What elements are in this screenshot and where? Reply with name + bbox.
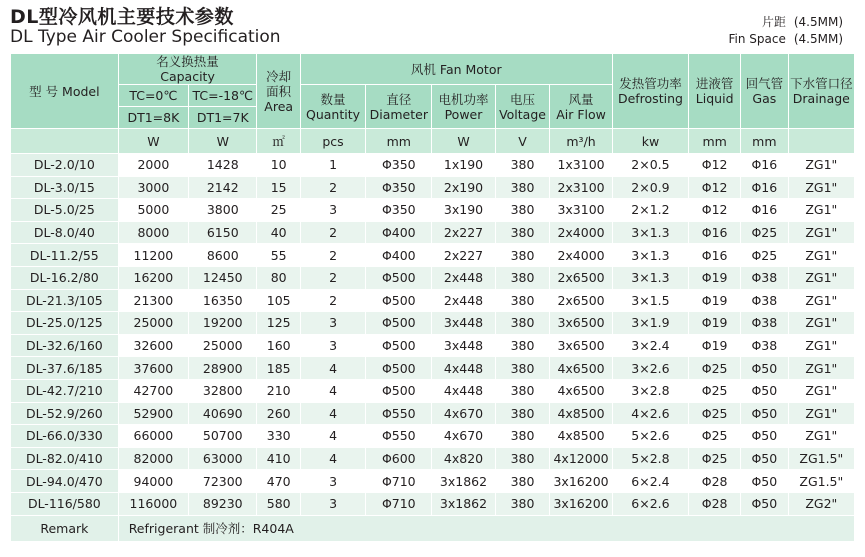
- table-cell: 3: [300, 334, 365, 357]
- table-cell: 6150: [189, 221, 257, 244]
- table-cell: 2000: [118, 154, 188, 177]
- table-cell: 3×1.9: [612, 312, 689, 335]
- model-cell: DL-32.6/160: [11, 334, 119, 357]
- table-cell: 4x6500: [550, 357, 612, 380]
- header-tc18: TC=-18℃: [189, 85, 257, 107]
- table-cell: 10: [257, 154, 300, 177]
- table-cell: 3x6500: [550, 312, 612, 335]
- table-cell: 25: [257, 199, 300, 222]
- table-cell: Φ500: [366, 379, 432, 402]
- table-cell: 28900: [189, 357, 257, 380]
- table-cell: 50700: [189, 425, 257, 448]
- table-cell: 3×2.4: [612, 334, 689, 357]
- table-cell: Φ350: [366, 199, 432, 222]
- header-capacity-en: Capacity: [160, 69, 215, 84]
- table-cell: 66000: [118, 425, 188, 448]
- header-area: [257, 54, 300, 129]
- table-cell: 3x448: [432, 312, 495, 335]
- unit-cell-model: [11, 129, 119, 154]
- table-cell: ZG1": [788, 379, 854, 402]
- header-fan-motor: 风机 Fan Motor: [300, 54, 612, 85]
- table-cell: 260: [257, 402, 300, 425]
- title-chinese: DL型冷风机主要技术参数: [10, 6, 234, 28]
- table-cell: Φ25: [689, 402, 741, 425]
- table-cell: ZG1": [788, 312, 854, 335]
- header-power-cn: 电机功率: [438, 91, 489, 107]
- table-cell: Φ16: [689, 244, 741, 267]
- units-row: [11, 129, 855, 154]
- table-cell: 25000: [189, 334, 257, 357]
- remark-text: Refrigerant 制冷剂：R404A: [118, 515, 854, 541]
- fin-space-cn-value: (4.5MM): [793, 15, 843, 29]
- table-cell: 380: [495, 447, 550, 470]
- table-cell: 380: [495, 221, 550, 244]
- unit-cell: ㎡: [257, 129, 300, 154]
- table-cell: 4x670: [432, 425, 495, 448]
- table-cell: 380: [495, 492, 550, 515]
- header-gas-en: Gas: [752, 91, 777, 106]
- header-drain-en: Drainage: [792, 91, 850, 106]
- table-cell: 3x1862: [432, 492, 495, 515]
- table-cell: 3x16200: [550, 470, 612, 493]
- table-cell: 2x6500: [550, 289, 612, 312]
- table-cell: ZG1": [788, 221, 854, 244]
- table-cell: 4: [300, 425, 365, 448]
- unit-cell: mm: [689, 129, 741, 154]
- table-cell: ZG1": [788, 357, 854, 380]
- table-row: [11, 379, 855, 402]
- table-cell: Φ19: [689, 312, 741, 335]
- table-cell: ZG1.5": [788, 447, 854, 470]
- table-cell: 1428: [189, 154, 257, 177]
- table-cell: 3×1.5: [612, 289, 689, 312]
- table-cell: Φ25: [689, 425, 741, 448]
- table-cell: 4x8500: [550, 402, 612, 425]
- table-cell: 42700: [118, 379, 188, 402]
- table-cell: 4x670: [432, 402, 495, 425]
- table-cell: Φ25: [689, 447, 741, 470]
- table-cell: 3x3100: [550, 199, 612, 222]
- header-quantity: [300, 85, 365, 129]
- table-cell: 2x4000: [550, 244, 612, 267]
- table-cell: Φ50: [741, 447, 789, 470]
- model-cell: DL-11.2/55: [11, 244, 119, 267]
- table-cell: Φ25: [741, 221, 789, 244]
- table-cell: Φ400: [366, 244, 432, 267]
- table-cell: Φ25: [689, 379, 741, 402]
- fin-space-en-value: (4.5MM): [793, 32, 843, 46]
- table-cell: Φ12: [689, 154, 741, 177]
- table-cell: 380: [495, 154, 550, 177]
- fin-space-cn-label: 片距: [761, 15, 786, 29]
- table-cell: Φ50: [741, 402, 789, 425]
- table-cell: 25000: [118, 312, 188, 335]
- model-cell: DL-66.0/330: [11, 425, 119, 448]
- unit-cell: W: [432, 129, 495, 154]
- table-cell: Φ28: [689, 492, 741, 515]
- table-cell: 89230: [189, 492, 257, 515]
- header-dia-cn: 直径: [386, 91, 412, 107]
- table-cell: Φ500: [366, 334, 432, 357]
- header-defrost-cn: 发热管功率: [619, 76, 682, 91]
- table-cell: 40: [257, 221, 300, 244]
- table-cell: 3×2.6: [612, 357, 689, 380]
- table-cell: 8600: [189, 244, 257, 267]
- table-cell: 40690: [189, 402, 257, 425]
- model-cell: DL-25.0/125: [11, 312, 119, 335]
- spec-table: [10, 53, 855, 542]
- table-row: [11, 492, 855, 515]
- table-cell: 105: [257, 289, 300, 312]
- table-cell: 2: [300, 266, 365, 289]
- table-cell: 21300: [118, 289, 188, 312]
- model-cell: DL-82.0/410: [11, 447, 119, 470]
- table-row: [11, 266, 855, 289]
- table-cell: Φ500: [366, 312, 432, 335]
- header-qty-en: Quantity: [306, 106, 361, 122]
- table-cell: 3×1.3: [612, 244, 689, 267]
- remark-row: [11, 515, 855, 541]
- table-cell: 3x190: [432, 199, 495, 222]
- table-cell: 3x6500: [550, 334, 612, 357]
- table-cell: Φ16: [741, 154, 789, 177]
- table-cell: 2: [300, 289, 365, 312]
- table-cell: Φ50: [741, 425, 789, 448]
- table-cell: 19200: [189, 312, 257, 335]
- table-cell: 4x820: [432, 447, 495, 470]
- header-air-flow: [550, 85, 612, 129]
- table-cell: Φ600: [366, 447, 432, 470]
- table-cell: ZG1": [788, 176, 854, 199]
- model-cell: DL-16.2/80: [11, 266, 119, 289]
- table-cell: 4×2.6: [612, 402, 689, 425]
- table-cell: 8000: [118, 221, 188, 244]
- table-cell: 5×2.8: [612, 447, 689, 470]
- table-cell: ZG1": [788, 334, 854, 357]
- table-cell: Φ500: [366, 289, 432, 312]
- table-cell: 55: [257, 244, 300, 267]
- table-cell: Φ38: [741, 334, 789, 357]
- header-defrosting: [612, 54, 689, 129]
- unit-cell: mm: [366, 129, 432, 154]
- table-cell: Φ25: [689, 357, 741, 380]
- table-cell: 4: [300, 357, 365, 380]
- table-cell: 2x4000: [550, 221, 612, 244]
- table-cell: ZG1": [788, 425, 854, 448]
- table-row: [11, 402, 855, 425]
- header-voltage: [495, 85, 550, 129]
- table-cell: 1: [300, 154, 365, 177]
- header-area-en: Area: [264, 98, 294, 114]
- unit-cell: W: [189, 129, 257, 154]
- table-cell: 52900: [118, 402, 188, 425]
- table-cell: 4x448: [432, 357, 495, 380]
- model-cell: DL-42.7/210: [11, 379, 119, 402]
- header-dt8: DT1=8K: [118, 107, 188, 129]
- table-cell: 1x190: [432, 154, 495, 177]
- table-cell: Φ400: [366, 221, 432, 244]
- table-cell: 16350: [189, 289, 257, 312]
- header-capacity-cn: 名义换热量: [156, 54, 219, 69]
- table-cell: 32800: [189, 379, 257, 402]
- fin-space-en-label: Fin Space: [728, 32, 786, 46]
- table-cell: ZG1": [788, 289, 854, 312]
- header-gas-cn: 回气管: [745, 76, 784, 91]
- table-cell: Φ50: [741, 492, 789, 515]
- header-liquid-en: Liquid: [695, 91, 734, 106]
- table-cell: 6×2.4: [612, 470, 689, 493]
- table-cell: 3000: [118, 176, 188, 199]
- table-cell: 2: [300, 221, 365, 244]
- model-cell: DL-3.0/15: [11, 176, 119, 199]
- table-cell: Φ550: [366, 425, 432, 448]
- unit-cell: m³/h: [550, 129, 612, 154]
- header-model: 型 号 Model: [11, 54, 119, 129]
- table-cell: 37600: [118, 357, 188, 380]
- table-cell: 3×1.3: [612, 221, 689, 244]
- table-cell: Φ19: [689, 334, 741, 357]
- header-drain-cn: 下水管口径: [790, 76, 853, 91]
- unit-cell: pcs: [300, 129, 365, 154]
- table-cell: 3x1862: [432, 470, 495, 493]
- table-cell: Φ500: [366, 266, 432, 289]
- table-cell: 380: [495, 402, 550, 425]
- table-cell: Φ500: [366, 357, 432, 380]
- unit-cell: W: [118, 129, 188, 154]
- table-cell: 380: [495, 425, 550, 448]
- table-cell: ZG1": [788, 244, 854, 267]
- header-qty-cn: 数量: [320, 91, 346, 107]
- table-cell: Φ550: [366, 402, 432, 425]
- table-cell: 4: [300, 379, 365, 402]
- table-cell: ZG1.5": [788, 470, 854, 493]
- table-cell: 2×0.9: [612, 176, 689, 199]
- table-cell: 3×1.3: [612, 266, 689, 289]
- table-cell: 380: [495, 176, 550, 199]
- table-row: [11, 312, 855, 335]
- model-cell: DL-94.0/470: [11, 470, 119, 493]
- table-cell: Φ50: [741, 357, 789, 380]
- header-power-en: Power: [444, 106, 483, 122]
- table-row: [11, 199, 855, 222]
- table-row: [11, 244, 855, 267]
- table-cell: 32600: [118, 334, 188, 357]
- table-cell: 3×2.8: [612, 379, 689, 402]
- model-cell: DL-52.9/260: [11, 402, 119, 425]
- unit-cell: kw: [612, 129, 689, 154]
- table-cell: 380: [495, 312, 550, 335]
- table-cell: 2x3100: [550, 176, 612, 199]
- table-cell: 82000: [118, 447, 188, 470]
- table-cell: ZG1": [788, 154, 854, 177]
- header-tc0: TC=0℃: [118, 85, 188, 107]
- table-cell: 3: [300, 492, 365, 515]
- table-cell: 2: [300, 176, 365, 199]
- table-cell: Φ38: [741, 312, 789, 335]
- table-cell: Φ25: [741, 244, 789, 267]
- table-cell: 5×2.6: [612, 425, 689, 448]
- header-area-cn2: 面积: [266, 83, 292, 99]
- table-cell: Φ16: [689, 221, 741, 244]
- header-defrost-en: Defrosting: [617, 91, 683, 106]
- table-cell: 3800: [189, 199, 257, 222]
- table-row: [11, 289, 855, 312]
- table-header: [11, 54, 855, 154]
- table-cell: 125: [257, 312, 300, 335]
- model-cell: DL-21.3/105: [11, 289, 119, 312]
- table-cell: 160: [257, 334, 300, 357]
- table-cell: 2x227: [432, 221, 495, 244]
- table-cell: 12450: [189, 266, 257, 289]
- header-liquid-cn: 进液管: [695, 76, 734, 91]
- table-cell: Φ12: [689, 199, 741, 222]
- table-cell: 3: [300, 470, 365, 493]
- header-gas: [741, 54, 789, 129]
- table-cell: Φ38: [741, 289, 789, 312]
- table-cell: Φ710: [366, 470, 432, 493]
- table-cell: Φ50: [741, 379, 789, 402]
- model-cell: DL-5.0/25: [11, 199, 119, 222]
- table-cell: 4x6500: [550, 379, 612, 402]
- table-cell: 4: [300, 402, 365, 425]
- table-cell: Φ350: [366, 176, 432, 199]
- table-cell: 4x8500: [550, 425, 612, 448]
- table-cell: ZG1": [788, 402, 854, 425]
- table-cell: ZG1": [788, 266, 854, 289]
- header-volt-cn: 电压: [510, 91, 536, 107]
- model-cell: DL-37.6/185: [11, 357, 119, 380]
- unit-cell: mm: [741, 129, 789, 154]
- table-cell: 116000: [118, 492, 188, 515]
- header-diameter: [366, 85, 432, 129]
- header-flow-en: Air Flow: [556, 106, 606, 122]
- table-cell: 6×2.6: [612, 492, 689, 515]
- table-cell: 380: [495, 266, 550, 289]
- table-row: [11, 154, 855, 177]
- fin-space-note: [728, 14, 843, 48]
- table-body: [11, 154, 855, 516]
- header-liquid: [689, 54, 741, 129]
- table-cell: 1x3100: [550, 154, 612, 177]
- table-cell: 470: [257, 470, 300, 493]
- table-cell: 380: [495, 334, 550, 357]
- table-cell: 15: [257, 176, 300, 199]
- table-cell: 2×0.5: [612, 154, 689, 177]
- header-area-cn1: 冷却: [266, 68, 292, 84]
- model-cell: DL-8.0/40: [11, 221, 119, 244]
- model-cell: DL-2.0/10: [11, 154, 119, 177]
- table-cell: 2×1.2: [612, 199, 689, 222]
- table-cell: 330: [257, 425, 300, 448]
- title-english: DL Type Air Cooler Specification: [10, 27, 281, 47]
- table-row: [11, 357, 855, 380]
- table-cell: 11200: [118, 244, 188, 267]
- unit-cell: V: [495, 129, 550, 154]
- model-cell: DL-116/580: [11, 492, 119, 515]
- table-cell: Φ12: [689, 176, 741, 199]
- table-cell: Φ19: [689, 266, 741, 289]
- table-row: [11, 176, 855, 199]
- table-row: [11, 334, 855, 357]
- table-cell: 410: [257, 447, 300, 470]
- table-cell: 580: [257, 492, 300, 515]
- table-cell: 380: [495, 289, 550, 312]
- table-cell: 63000: [189, 447, 257, 470]
- table-cell: Φ38: [741, 266, 789, 289]
- table-cell: 4x448: [432, 379, 495, 402]
- header-dt7: DT1=7K: [189, 107, 257, 129]
- table-cell: 2x190: [432, 176, 495, 199]
- table-cell: 72300: [189, 470, 257, 493]
- table-cell: 16200: [118, 266, 188, 289]
- table-cell: 3: [300, 199, 365, 222]
- header-power: [432, 85, 495, 129]
- header-dia-en: Diameter: [369, 106, 428, 122]
- table-cell: 3x16200: [550, 492, 612, 515]
- table-cell: 185: [257, 357, 300, 380]
- table-cell: Φ19: [689, 289, 741, 312]
- table-cell: Φ710: [366, 492, 432, 515]
- table-cell: 380: [495, 470, 550, 493]
- table-row: [11, 470, 855, 493]
- table-cell: 2: [300, 244, 365, 267]
- remark-label: Remark: [11, 515, 119, 541]
- table-cell: Φ50: [741, 470, 789, 493]
- header-flow-cn: 风量: [568, 91, 594, 107]
- header-capacity: [118, 54, 257, 85]
- table-row: [11, 425, 855, 448]
- table-cell: 210: [257, 379, 300, 402]
- table-cell: 380: [495, 244, 550, 267]
- table-cell: 2142: [189, 176, 257, 199]
- table-cell: 4: [300, 447, 365, 470]
- table-cell: Φ16: [741, 199, 789, 222]
- table-row: [11, 447, 855, 470]
- table-cell: 2x227: [432, 244, 495, 267]
- table-cell: 380: [495, 357, 550, 380]
- table-cell: 380: [495, 199, 550, 222]
- table-cell: 4x12000: [550, 447, 612, 470]
- table-cell: 80: [257, 266, 300, 289]
- table-cell: ZG2": [788, 492, 854, 515]
- table-cell: 5000: [118, 199, 188, 222]
- table-cell: Φ350: [366, 154, 432, 177]
- unit-cell: [788, 129, 854, 154]
- table-cell: 380: [495, 379, 550, 402]
- table-cell: 3x448: [432, 334, 495, 357]
- table-cell: 2x448: [432, 289, 495, 312]
- header-volt-en: Voltage: [499, 106, 546, 122]
- table-cell: 2x448: [432, 266, 495, 289]
- table-cell: 94000: [118, 470, 188, 493]
- table-cell: ZG1": [788, 199, 854, 222]
- header-drainage: [788, 54, 854, 129]
- table-cell: Φ28: [689, 470, 741, 493]
- table-cell: 2x6500: [550, 266, 612, 289]
- table-cell: 3: [300, 312, 365, 335]
- table-row: [11, 221, 855, 244]
- table-cell: Φ16: [741, 176, 789, 199]
